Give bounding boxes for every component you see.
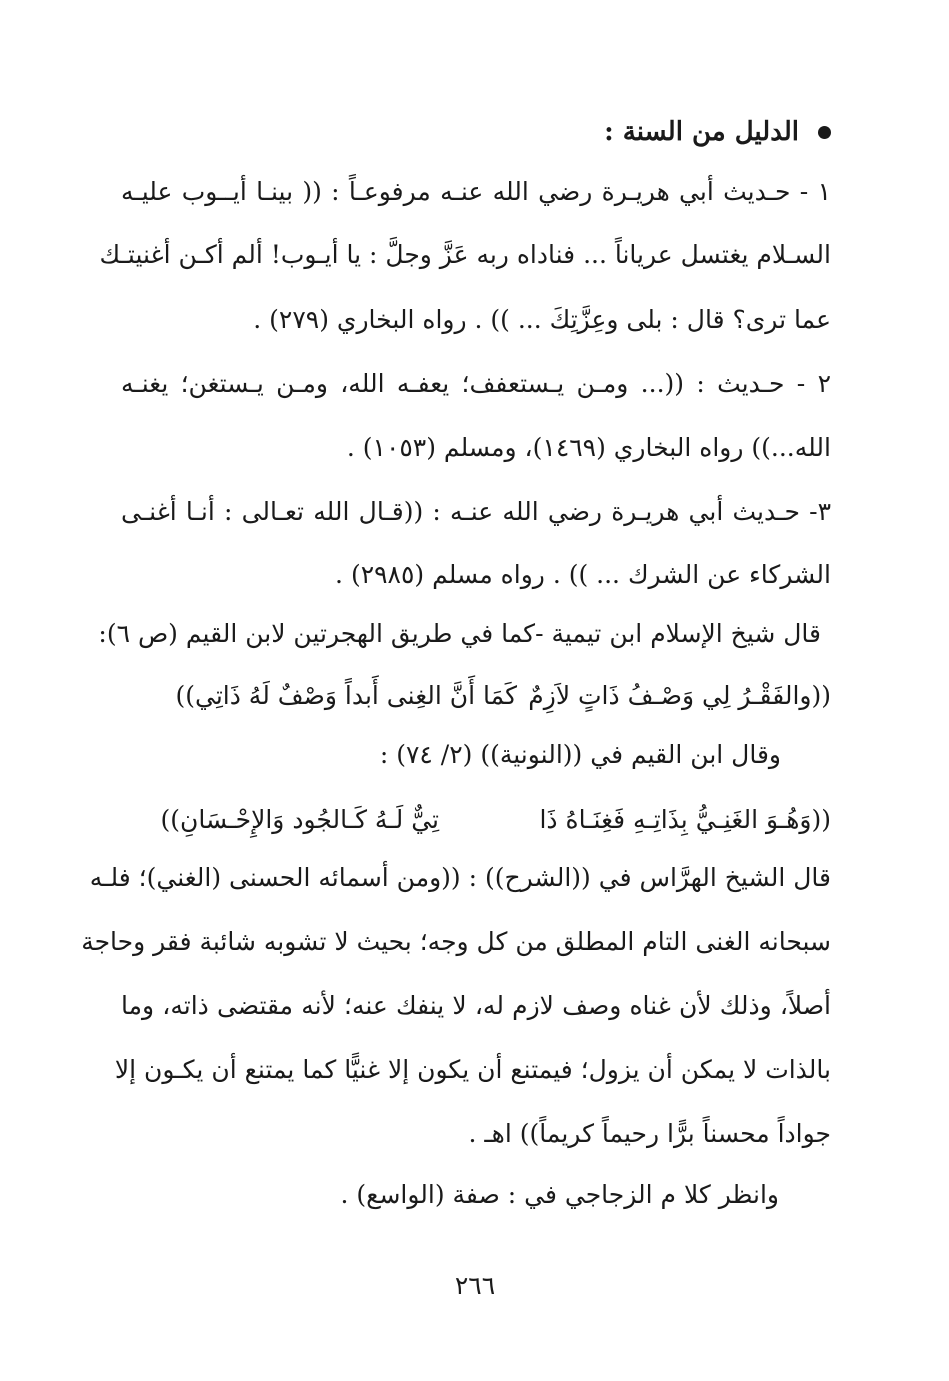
section-heading: الدليل من السنة : xyxy=(604,117,799,147)
harras-line3: أصلاً، وذلك لأن غناه وصف لازم له، لا ينفك عنه؛ لأنه مقتضى ذاته، وما xyxy=(121,991,831,1020)
page-number: ٢٦٦ xyxy=(454,1271,496,1300)
bullet-icon xyxy=(818,126,831,139)
ibn-taymiyya-intro: قال شيخ الإسلام ابن تيمية -كما في طريق الهجرتين لابن القيم (ص ٦): xyxy=(98,619,821,648)
ibn-taymiyya-verse-left: كَمَا أَنَّ الغِنى أَبداً وَصْفٌ لَهُ ذَاتِي)) xyxy=(175,681,517,710)
hadith1-line1: ١ - حـديث أبي هريـرة رضي الله عنـه مرفوعـاً : (( بينـا أيــوب عليـه xyxy=(121,177,831,206)
ibn-qayyim-verse-left: تِيٌّ لَـهُ كَـالجُود وَالإِحْـسَانِ)) xyxy=(160,805,439,834)
hadith1-line2: السـلام يغتسل عرياناً ... فناداه ربه عَزَّ وجلَّ : يا أيـوب! ألم أكـن أغنيتـك xyxy=(99,240,831,269)
hadith1-line3: عما ترى؟ قال : بلى وعِزَّتِكَ ... )) . رواه البخاري (٢٧٩) . xyxy=(253,305,831,334)
hadith3-line2: الشركاء عن الشرك ... )) . رواه مسلم (٢٩٨٥) . xyxy=(335,560,831,589)
ibn-qayyim-intro: وقال ابن القيم في ((النونية)) (٢/ ٧٤) : xyxy=(379,740,781,769)
harras-line4: بالذات لا يمكن أن يزول؛ فيمتنع أن يكون إلا غنيًّا كما يمتنع أن يكـون إلا xyxy=(114,1055,831,1084)
hadith2-line1: ٢ - حـديث : ((... ومـن يـستعفف؛ يعفـه الله، ومـن يـستغن؛ يغنـه xyxy=(121,369,831,398)
harras-line5: جواداً محسناً برًّا رحيماً كريماً)) اهـ . xyxy=(468,1119,831,1148)
see-also-note: وانظر كلا م الزجاجي في : صفة (الواسع) . xyxy=(340,1180,779,1209)
harras-line1: قال الشيخ الهرَّاس في ((الشرح)) : ((ومن أسمائه الحسنى (الغني)؛ فلـه xyxy=(89,863,831,892)
ibn-qayyim-verse-right: ((وَهُـوَ الغَنِـيُّ بِذَاتِـهِ فَغِنَـاهُ ذَا xyxy=(539,805,831,834)
ibn-taymiyya-verse-right: ((والفَقْـرُ لِي وَصْـفُ ذَاتٍ لاَزِمٌ xyxy=(528,681,831,710)
hadith3-line1: ٣- حـديث أبي هريـرة رضي الله عنـه : ((قـال الله تعـالى : أنـا أغنـى xyxy=(121,497,831,526)
harras-line2: سبحانه الغنى التام المطلق من كل وجه؛ بحيث لا تشوبه شائبة فقر وحاجة xyxy=(81,927,831,956)
hadith2-line2: الله...)) رواه البخاري (١٤٦٩)، ومسلم (١٠٥٣) . xyxy=(346,433,831,462)
